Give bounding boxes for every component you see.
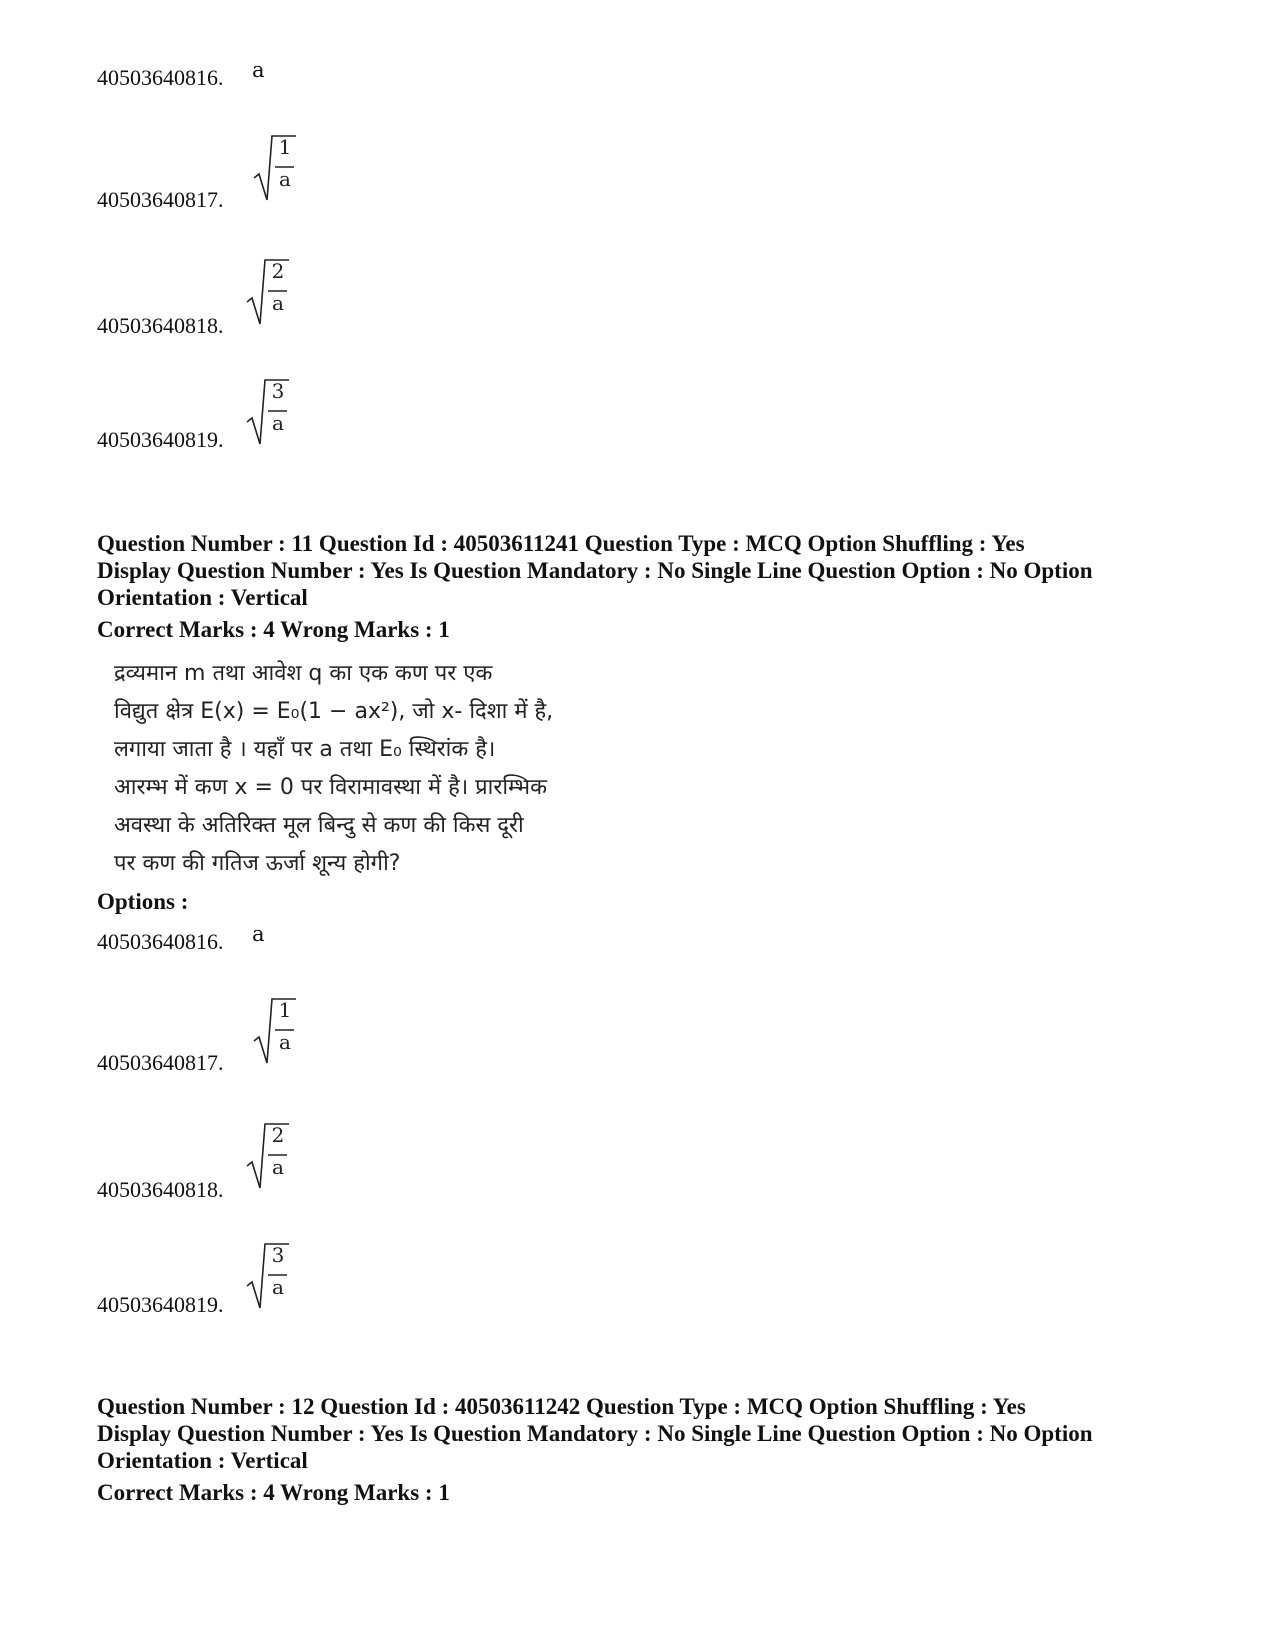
numerator: 1 [278, 998, 292, 1022]
question-text-line: विद्युत क्षेत्र E(x) = E₀(1 − ax²), जो x- दिशा में है, [114, 699, 554, 724]
numerator: 2 [271, 1123, 285, 1147]
question-header-line: Question Number : 11 Question Id : 40503611241 Question Type : MCQ Option Shuffling : Yes [97, 531, 1025, 556]
marks-line: Correct Marks : 4 Wrong Marks : 1 [97, 617, 450, 642]
sqrt-fraction [245, 1236, 293, 1312]
numerator: 1 [278, 135, 292, 159]
question-text-line: आरम्भ में कण x = 0 पर विरामावस्था में है। प्रारम्भिक [114, 775, 548, 800]
question-text-line: अवस्था के अतिरिक्त मूल बिन्दु से कण की किस दूरी [114, 813, 524, 838]
option-value: a [252, 58, 265, 82]
question-header-line: Display Question Number : Yes Is Question Mandatory : No Single Line Question Option : No Option [97, 558, 1093, 583]
denominator: a [272, 291, 284, 315]
denominator: a [279, 1030, 291, 1054]
question-text [114, 655, 553, 883]
options-label: Options : [97, 889, 189, 914]
question-header-line: Orientation : Vertical [97, 585, 308, 610]
question-text-line: पर कण की गतिज ऊर्जा शून्य होगी? [114, 851, 401, 876]
option-value: a [252, 922, 265, 946]
option-id: 40503640819. [97, 427, 224, 452]
sqrt-fraction [252, 991, 300, 1067]
sqrt-fraction [245, 372, 293, 448]
option-id: 40503640817. [97, 1050, 224, 1075]
question-header-line: Question Number : 12 Question Id : 40503611242 Question Type : MCQ Option Shuffling : Yes [97, 1394, 1026, 1419]
sqrt-fraction [252, 128, 300, 204]
option-id: 40503640816. [97, 929, 224, 954]
option-id: 40503640818. [97, 313, 224, 338]
numerator: 2 [271, 259, 285, 283]
denominator: a [272, 1275, 284, 1299]
question-header-line: Display Question Number : Yes Is Question Mandatory : No Single Line Question Option : No Option [97, 1421, 1093, 1446]
denominator: a [272, 1155, 284, 1179]
option-id: 40503640816. [97, 65, 224, 90]
sqrt-fraction [245, 252, 293, 328]
denominator: a [272, 411, 284, 435]
numerator: 3 [271, 1243, 285, 1267]
option-id: 40503640819. [97, 1292, 224, 1317]
question-text-line: लगाया जाता है । यहाँ पर a तथा E₀ स्थिरांक है। [114, 737, 496, 762]
sqrt-fraction [245, 1116, 293, 1192]
option-id: 40503640818. [97, 1177, 224, 1202]
numerator: 3 [271, 379, 285, 403]
option-id: 40503640817. [97, 187, 224, 212]
marks-line: Correct Marks : 4 Wrong Marks : 1 [97, 1480, 450, 1505]
question-header-line: Orientation : Vertical [97, 1448, 308, 1473]
denominator: a [279, 167, 291, 191]
question-text-line: द्रव्यमान m तथा आवेश q का एक कण पर एक [114, 661, 493, 686]
